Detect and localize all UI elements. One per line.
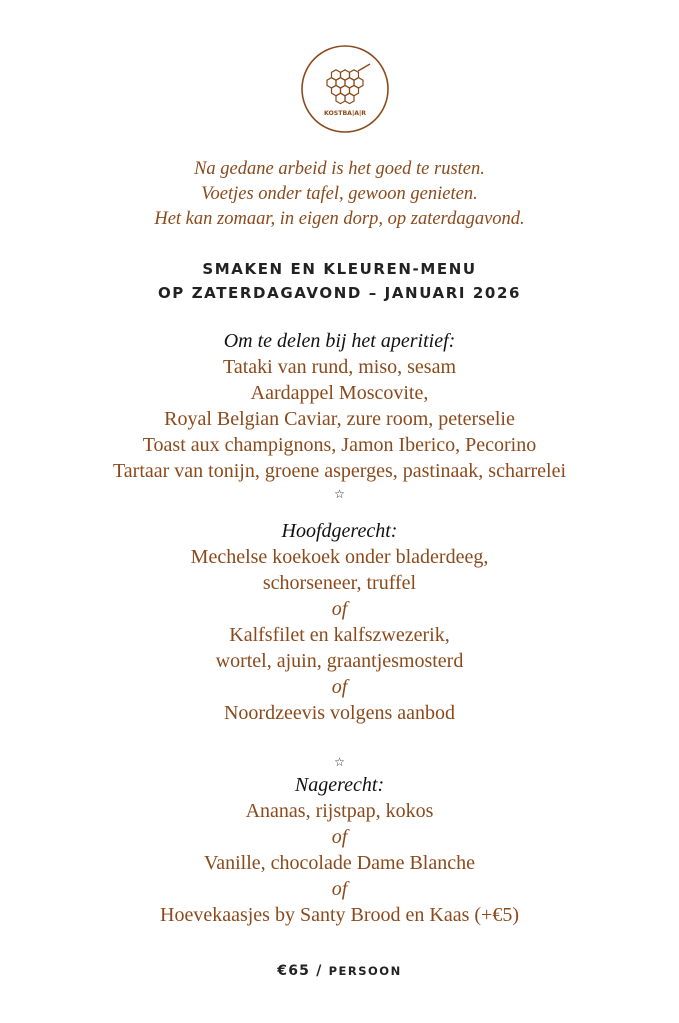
star-separator-icon: ☆ [334, 755, 345, 769]
nagerecht-heading: Nagerecht: [294, 774, 385, 796]
logo-text: KOSTBA|A|R [323, 110, 367, 117]
or-label: of [331, 598, 348, 620]
honeycomb-cell [336, 93, 345, 103]
hoofdgerecht-option-3: Noordzeevis volgens aanbod [223, 702, 456, 724]
poem-line: Na gedane arbeid is het goed te rusten. [194, 159, 485, 179]
hoofdgerecht-heading: Hoofdgerecht: [281, 520, 398, 542]
aperitief-item: Royal Belgian Caviar, zure room, peterselie [164, 408, 515, 430]
star-separator-icon: ☆ [334, 487, 345, 501]
star-separator [0, 752, 679, 772]
poem-line: Het kan zomaar, in eigen dorp, op zaterdagavond. [154, 209, 525, 229]
aperitief-item: Toast aux champignons, Jamon Iberico, Pecorino [142, 434, 537, 456]
nagerecht-option-2: Vanille, chocolade Dame Blanche [204, 852, 475, 874]
or-label: of [331, 676, 348, 698]
hoofdgerecht-option-1: Mechelse koekoek onder bladerdeeg, [190, 546, 489, 568]
poem-line: Voetjes onder tafel, gewoon genieten. [201, 184, 478, 204]
or-label: of [331, 878, 348, 900]
kostbaar-logo [300, 44, 390, 134]
honeycomb-whisk-icon [300, 44, 390, 134]
menu-title [0, 257, 679, 305]
aperitief-heading: Om te delen bij het aperitief: [223, 330, 456, 352]
nagerecht-section [0, 772, 679, 928]
hoofdgerecht-option-2: Kalfsfilet en kalfszwezerik, [229, 624, 450, 646]
intro-poem [0, 157, 679, 232]
price-line [0, 963, 679, 979]
hoofdgerecht-section [0, 518, 679, 726]
aperitief-item: Tataki van rund, miso, sesam [223, 356, 456, 378]
aperitief-item: Tartaar van tonijn, groene asperges, pastinaak, scharrelei [112, 460, 567, 482]
nagerecht-option-3: Hoevekaasjes by Santy Brood en Kaas (+€5) [160, 904, 519, 926]
aperitief-section [0, 328, 679, 504]
aperitief-item: Aardappel Moscovite, [250, 382, 429, 404]
menu-title-line1: SMAKEN EN KLEUREN-MENU [202, 260, 477, 278]
hoofdgerecht-option-1: schorseneer, truffel [262, 572, 417, 594]
menu-title-line2: OP ZATERDAGAVOND – JANUARI 2026 [157, 284, 522, 302]
honeycomb-cell [345, 93, 354, 103]
price-unit: PERSOON [328, 964, 402, 978]
nagerecht-option-1: Ananas, rijstpap, kokos [245, 800, 434, 822]
price-amount: €65 [277, 963, 311, 979]
hoofdgerecht-option-2: wortel, ajuin, graantjesmosterd [215, 650, 464, 672]
or-label: of [331, 826, 348, 848]
price-separator: / [310, 963, 329, 979]
